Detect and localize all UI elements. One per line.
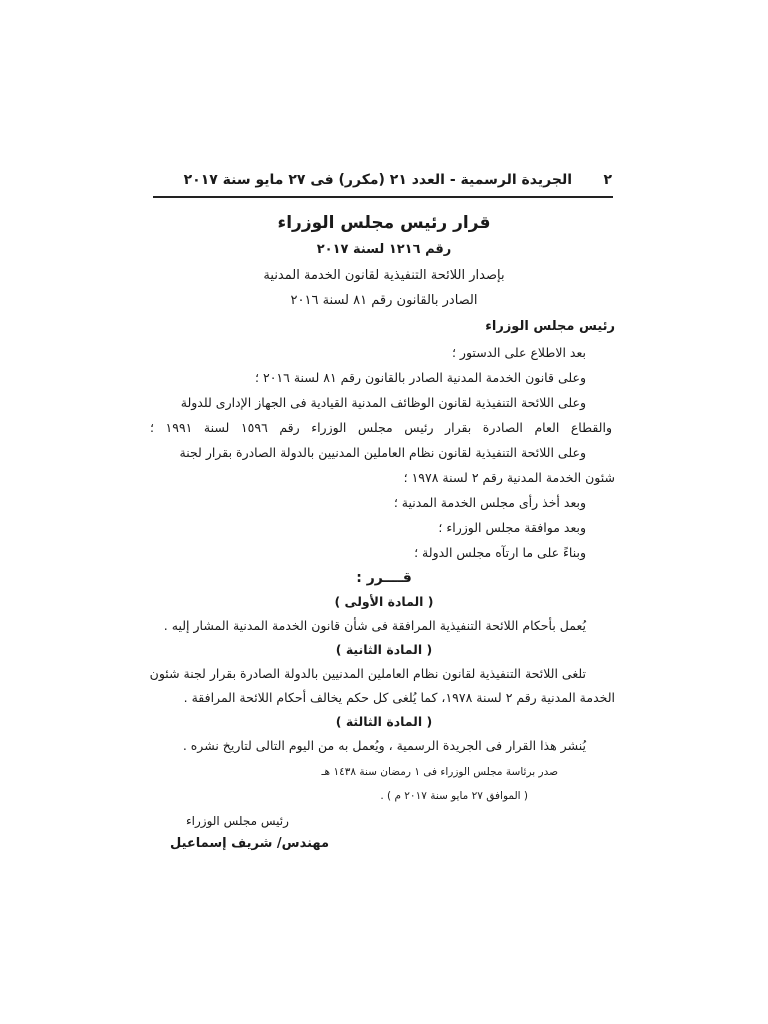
preamble-line: والقطاع العام الصادرة بقرار رئيس مجلس الوزراء رقم ١٥٩٦ لسنة ١٩٩١ ؛ [150,420,613,435]
decree-number: رقم ١٢١٦ لسنة ٢٠١٧ [316,242,452,257]
preamble-line: وبناءً على ما ارتآه مجلس الدولة ؛ [414,545,586,560]
issuer-heading: رئيس مجلس الوزراء [485,319,615,334]
issue-date-hijri: صدر برئاسة مجلس الوزراء فى ١ رمضان سنة ١٤٣٨ هـ [321,766,558,778]
article-line: يُعمل بأحكام اللائحة التنفيذية المرافقة فى شأن قانون الخدمة المدنية المشار إليه . [163,618,586,633]
signatory-name: مهندس/ شريف إسماعيل [170,836,330,851]
preamble-line: وبعد أخذ رأى مجلس الخدمة المدنية ؛ [393,495,586,510]
decree-subject-line-2: الصادر بالقانون رقم ٨١ لسنة ٢٠١٦ [290,293,478,308]
page-number: ٢ [603,172,612,188]
article-heading: ( المادة الثانية ) [335,642,433,657]
preamble-line: وعلى اللائحة التنفيذية لقانون نظام العاملين المدنيين بالدولة الصادرة بقرار لجنة [179,445,586,460]
preamble-line: بعد الاطلاع على الدستور ؛ [451,345,586,360]
article-line: تلغى اللائحة التنفيذية لقانون نظام العاملين المدنيين بالدولة الصادرة بقرار لجنة شئون [149,666,586,681]
article-heading: ( المادة الأولى ) [334,594,434,609]
header-divider [153,196,613,198]
decided-heading: قــــرر : [356,570,412,586]
article-line: الخدمة المدنية رقم ٢ لسنة ١٩٧٨، كما يُلغى كل حكم يخالف أحكام اللائحة المرافقة . [183,690,615,705]
signatory-title: رئيس مجلس الوزراء [186,814,289,828]
preamble-line: وعلى اللائحة التنفيذية لقانون الوظائف المدنية القيادية فى الجهاز الإدارى للدولة [180,395,586,410]
decree-title: قرار رئيس مجلس الوزراء [277,213,491,233]
article-heading: ( المادة الثالثة ) [335,714,433,729]
preamble-line: وبعد موافقة مجلس الوزراء ؛ [438,520,586,535]
decree-subject-line-1: بإصدار اللائحة التنفيذية لقانون الخدمة المدنية [263,268,505,283]
article-line: يُنشر هذا القرار فى الجريدة الرسمية ، ويُعمل به من اليوم التالى لتاريخ نشره . [182,738,586,753]
issue-date-gregorian: ( الموافق ٢٧ مايو سنة ٢٠١٧ م ) . [380,790,528,802]
gazette-issue-line: الجريدة الرسمية - العدد ٢١ (مكرر) فى ٢٧ مايو سنة ٢٠١٧ [183,172,572,188]
preamble-line: وعلى قانون الخدمة المدنية الصادر بالقانون رقم ٨١ لسنة ٢٠١٦ ؛ [255,370,586,385]
preamble-line: شئون الخدمة المدنية رقم ٢ لسنة ١٩٧٨ ؛ [403,470,615,485]
